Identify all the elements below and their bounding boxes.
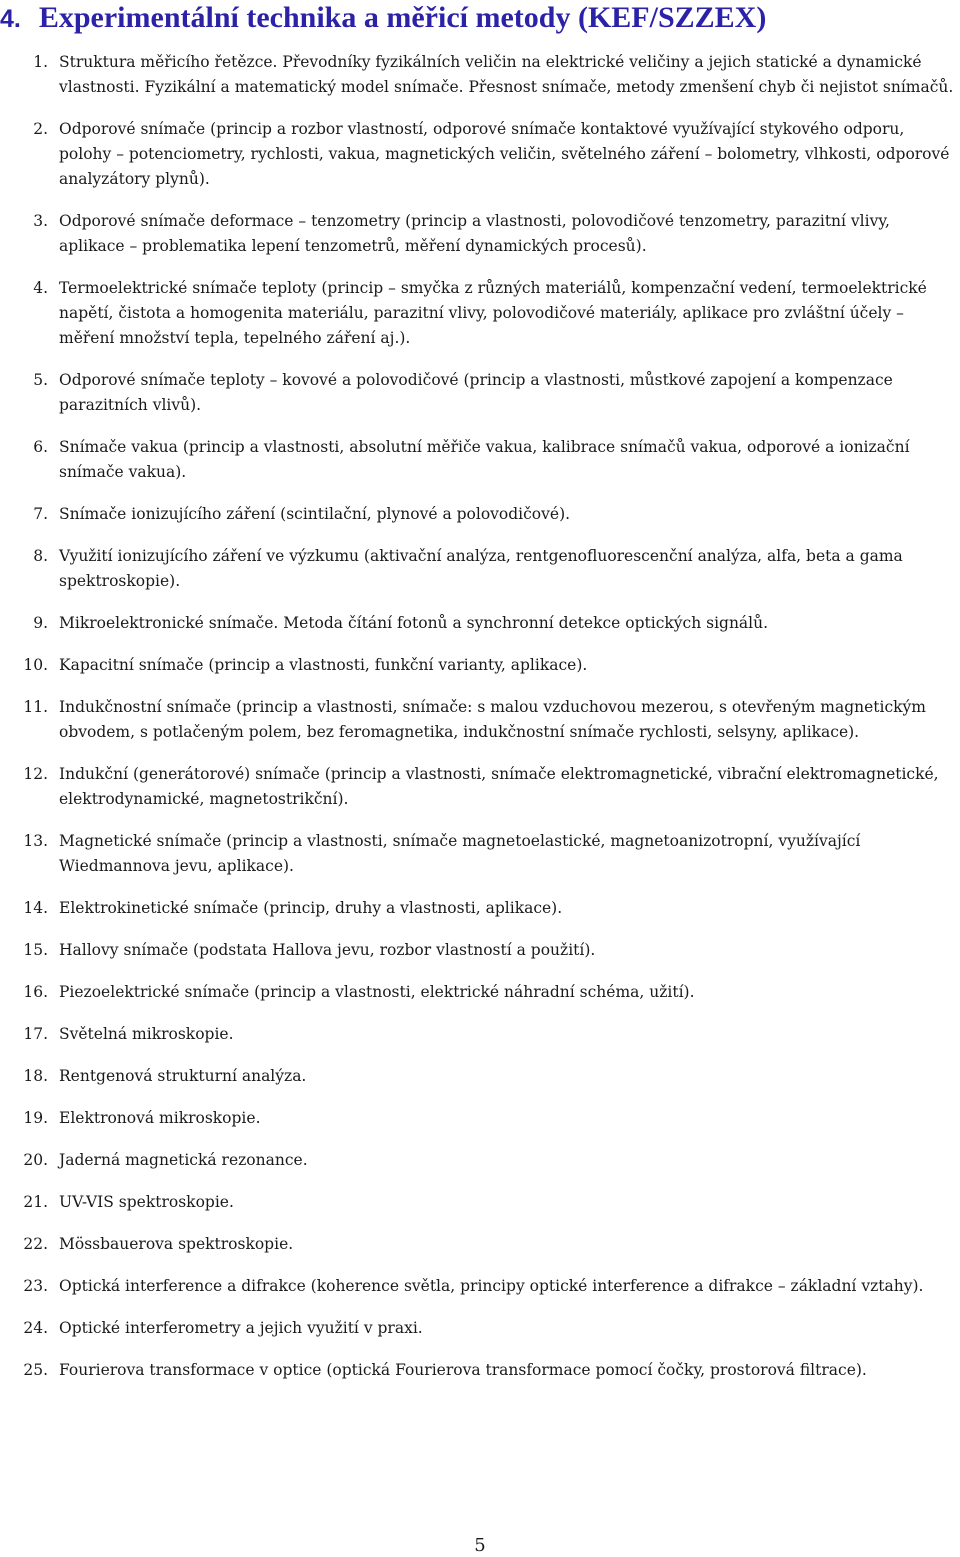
topic-text: Odporové snímače teploty – kovové a polovodičové (princip a vlastnosti, můstkové zapojení a kompenzace parazitních vlivů).: [59, 371, 893, 414]
topic-text: Mössbauerova spektroskopie.: [59, 1235, 294, 1253]
section-heading: [0, 0, 960, 36]
topic-item: [0, 50, 960, 100]
topic-item: [0, 938, 960, 963]
topic-number: 5.: [33, 371, 48, 389]
topic-item: [0, 653, 960, 678]
topic-number: 8.: [33, 547, 48, 565]
topic-number: 25.: [23, 1361, 48, 1379]
topic-text: UV-VIS spektroskopie.: [59, 1193, 234, 1211]
topic-item: [0, 1232, 960, 1257]
topic-number: 16.: [23, 983, 48, 1001]
topic-list: [0, 50, 960, 1400]
topic-item: [0, 1358, 960, 1383]
topic-text: Optické interferometry a jejich využití v praxi.: [59, 1319, 423, 1337]
topic-text: Rentgenová strukturní analýza.: [59, 1067, 307, 1085]
topic-item: [0, 1064, 960, 1089]
topic-text: Magnetické snímače (princip a vlastnosti, snímače magnetoelastické, magnetoanizotropní, využívající Wiedmannova jevu, aplikace).: [59, 832, 861, 875]
topic-number: 24.: [23, 1319, 48, 1337]
topic-item: [0, 829, 960, 879]
topic-text: Elektronová mikroskopie.: [59, 1109, 261, 1127]
section-number: 4.: [0, 5, 21, 33]
topic-text: Termoelektrické snímače teploty (princip – smyčka z různých materiálů, kompenzační vedení, termoelektrické napětí, čistota a homogenita materiálu, parazitní vlivy, polovodičové materiály, aplikace pro zvláštní účely – měření množství tepla, tepelného záření aj.).: [59, 279, 927, 347]
topic-number: 17.: [23, 1025, 48, 1043]
topic-item: [0, 1274, 960, 1299]
topic-number: 6.: [33, 438, 48, 456]
topic-text: Odporové snímače deformace – tenzometry (princip a vlastnosti, polovodičové tenzometry, parazitní vlivy, aplikace – problematika lepení tenzometrů, měření dynamických procesů).: [59, 212, 890, 255]
topic-item: [0, 1022, 960, 1047]
topic-text: Struktura měřicího řetězce. Převodníky fyzikálních veličin na elektrické veličiny a jejich statické a dynamické vlastnosti. Fyzikální a matematický model snímače. Přesnost snímače, metody zmenšení chyb či nejistot snímačů.: [59, 53, 954, 96]
topic-number: 22.: [23, 1235, 48, 1253]
topic-text: Fourierova transformace v optice (optická Fourierova transformace pomocí čočky, prostorová filtrace).: [59, 1361, 867, 1379]
topic-item: [0, 502, 960, 527]
topic-text: Snímače ionizujícího záření (scintilační, plynové a polovodičové).: [59, 505, 571, 523]
topic-number: 19.: [23, 1109, 48, 1127]
topic-text: Využití ionizujícího záření ve výzkumu (aktivační analýza, rentgenofluorescenční analýza, alfa, beta a gama spektroskopie).: [59, 547, 903, 590]
topic-text: Kapacitní snímače (princip a vlastnosti, funkční varianty, aplikace).: [59, 656, 588, 674]
topic-item: [0, 435, 960, 485]
topic-number: 12.: [23, 765, 48, 783]
topic-item: [0, 209, 960, 259]
topic-number: 9.: [33, 614, 48, 632]
topic-number: 23.: [23, 1277, 48, 1295]
topic-text: Jaderná magnetická rezonance.: [59, 1151, 308, 1169]
topic-number: 20.: [23, 1151, 48, 1169]
topic-number: 1.: [33, 53, 48, 71]
topic-number: 2.: [33, 120, 48, 138]
topic-item: [0, 1316, 960, 1341]
topic-number: 13.: [23, 832, 48, 850]
topic-text: Snímače vakua (princip a vlastnosti, absolutní měřiče vakua, kalibrace snímačů vakua, odporové a ionizační snímače vakua).: [59, 438, 910, 481]
topic-number: 4.: [33, 279, 48, 297]
topic-text: Indukční (generátorové) snímače (princip a vlastnosti, snímače elektromagnetické, vibrační elektromagnetické, elektrodynamické, magnetostrikční).: [59, 765, 939, 808]
topic-number: 21.: [23, 1193, 48, 1211]
section-title: Experimentální technika a měřicí metody (KEF/SZZEX): [38, 1, 767, 34]
topic-number: 7.: [33, 505, 48, 523]
topic-text: Indukčnostní snímače (princip a vlastnosti, snímače: s malou vzduchovou mezerou, s otevřeným magnetickým obvodem, s potlačeným polem, bez feromagnetika, indukčnostní snímače rychlosti, selsyny, aplikace).: [59, 698, 926, 741]
topic-text: Elektrokinetické snímače (princip, druhy a vlastnosti, aplikace).: [59, 899, 563, 917]
topic-item: [0, 1148, 960, 1173]
topic-text: Odporové snímače (princip a rozbor vlastností, odporové snímače kontaktové využívající stykového odporu, polohy – potenciometry, rychlosti, vakua, magnetických veličin, světelného záření – bolometry, vlhkosti, odporové analyzátory plynů).: [59, 120, 950, 188]
topic-number: 11.: [23, 698, 48, 716]
topic-item: [0, 762, 960, 812]
topic-item: [0, 544, 960, 594]
topic-text: Hallovy snímače (podstata Hallova jevu, rozbor vlastností a použití).: [59, 941, 596, 959]
topic-number: 3.: [33, 212, 48, 230]
topic-item: [0, 980, 960, 1005]
topic-item: [0, 117, 960, 192]
topic-item: [0, 1106, 960, 1131]
topic-number: 10.: [23, 656, 48, 674]
topic-item: [0, 276, 960, 351]
topic-number: 18.: [23, 1067, 48, 1085]
topic-number: 14.: [23, 899, 48, 917]
topic-text: Optická interference a difrakce (koherence světla, principy optické interference a difrakce – základní vztahy).: [59, 1277, 924, 1295]
page-number: 5: [474, 1535, 486, 1556]
topic-item: [0, 368, 960, 418]
topic-item: [0, 695, 960, 745]
topic-item: [0, 1190, 960, 1215]
topic-text: Světelná mikroskopie.: [59, 1025, 234, 1043]
topic-item: [0, 611, 960, 636]
topic-item: [0, 896, 960, 921]
topic-number: 15.: [23, 941, 48, 959]
topic-text: Mikroelektronické snímače. Metoda čítání fotonů a synchronní detekce optických signálů.: [59, 614, 769, 632]
topic-text: Piezoelektrické snímače (princip a vlastnosti, elektrické náhradní schéma, užití).: [59, 983, 695, 1001]
